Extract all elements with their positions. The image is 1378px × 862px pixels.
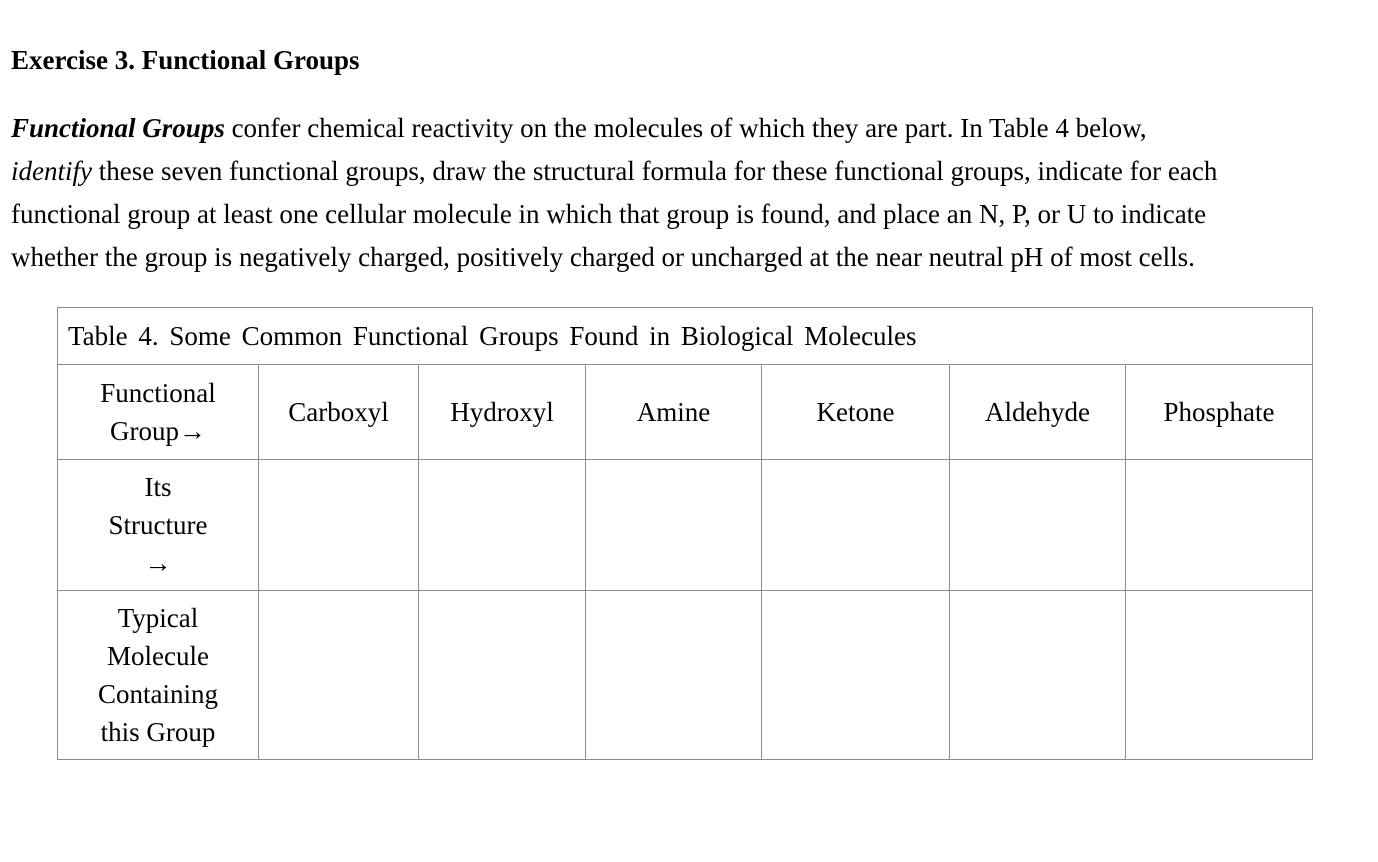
table-row-structure	[58, 460, 1313, 591]
intro-line-1-text: confer chemical reactivity on the molecules of which they are part. In Table 4 below,	[224, 113, 1147, 143]
row-header-typical-molecule: Typical Molecule Containing this Group	[58, 591, 259, 760]
molecule-cell-carboxyl[interactable]	[259, 591, 419, 760]
intro-line-2	[11, 150, 1361, 193]
structure-cell-phosphate[interactable]	[1126, 460, 1313, 591]
intro-term: Functional Groups	[11, 113, 225, 143]
group-aldehyde: Aldehyde	[950, 365, 1126, 460]
intro-line-3: functional group at least one cellular molecule in which that group is found, and place an N, P, or U to indicate	[11, 199, 1207, 229]
intro-paragraph	[11, 107, 1361, 279]
table-caption: Table 4. Some Common Functional Groups Found in Biological Molecules	[58, 308, 1313, 365]
group-phosphate: Phosphate	[1126, 365, 1313, 460]
group-amine: Amine	[586, 365, 762, 460]
table-row-functional-group	[58, 365, 1313, 460]
functional-groups-table	[57, 307, 1313, 760]
table-row-typical-molecule	[58, 591, 1313, 760]
intro-line-1	[11, 107, 1361, 150]
molecule-cell-phosphate[interactable]	[1126, 591, 1313, 760]
molecule-cell-amine[interactable]	[586, 591, 762, 760]
group-carboxyl: Carboxyl	[259, 365, 419, 460]
intro-line-2-text: these seven functional groups, draw the structural formula for these functional groups, indicate for each	[91, 156, 1218, 186]
molecule-cell-ketone[interactable]	[762, 591, 950, 760]
molecule-cell-aldehyde[interactable]	[950, 591, 1126, 760]
intro-identify: identify	[11, 156, 92, 186]
row-header-functional-group: Functional Group→	[58, 365, 259, 460]
structure-cell-carboxyl[interactable]	[259, 460, 419, 591]
group-ketone: Ketone	[762, 365, 950, 460]
row-header-structure: Its Structure →	[58, 460, 259, 591]
molecule-cell-hydroxyl[interactable]	[419, 591, 586, 760]
structure-cell-amine[interactable]	[586, 460, 762, 591]
group-hydroxyl: Hydroxyl	[419, 365, 586, 460]
exercise-heading: Exercise 3. Functional Groups	[11, 45, 360, 75]
structure-cell-ketone[interactable]	[762, 460, 950, 591]
structure-cell-aldehyde[interactable]	[950, 460, 1126, 591]
intro-line-4: whether the group is negatively charged, positively charged or uncharged at the near neutral pH of most cells.	[11, 242, 1195, 272]
structure-cell-hydroxyl[interactable]	[419, 460, 586, 591]
